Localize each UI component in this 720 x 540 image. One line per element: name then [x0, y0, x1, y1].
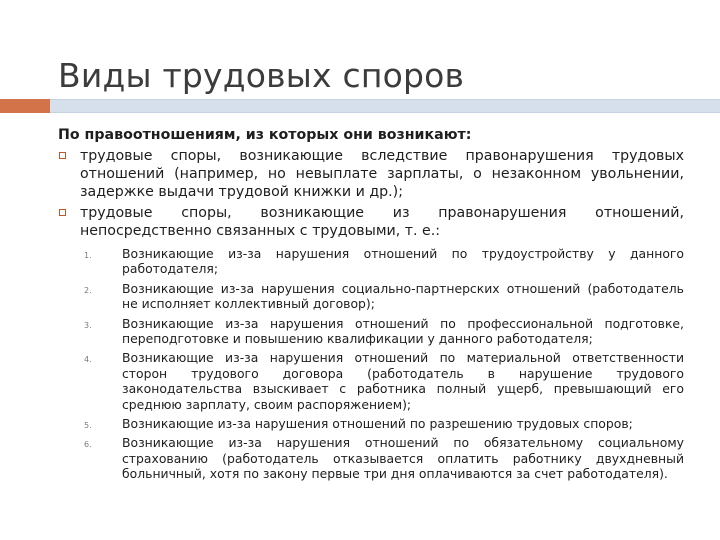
slide-body [58, 126, 684, 486]
title-rule-accent [0, 99, 50, 113]
numbered-item [58, 246, 684, 277]
item-number: 5. [84, 421, 92, 431]
item-number: 2. [84, 285, 92, 295]
numbered-list [58, 246, 684, 482]
bullet-item [58, 204, 684, 240]
bullet-item [58, 147, 684, 201]
item-number: 6. [84, 440, 92, 450]
item-number: 1. [84, 251, 92, 260]
numbered-item [58, 435, 684, 481]
item-number: 4. [84, 355, 92, 365]
item-number: 3. [84, 320, 92, 330]
bullet-text: трудовые споры, возникающие из правонарушения отношений, непосредственно связанных с трудовыми, т. е.: [80, 205, 684, 239]
item-text: Возникающие из-за нарушения отношений по профессиональной подготовке, переподготовке и повышению квалификации у данного работодателя; [122, 315, 684, 347]
slide-title: Виды трудовых споров [58, 56, 465, 96]
numbered-item [58, 281, 684, 312]
numbered-item [58, 350, 684, 412]
square-bullet-icon [59, 152, 66, 159]
item-text: Возникающие из-за нарушения социально-партнерских отношений (работодатель не исполняет коллективный договор); [122, 280, 684, 312]
item-text: Возникающие из-за нарушения отношений по трудоустройству у данного работодателя; [122, 246, 684, 277]
numbered-item [58, 416, 684, 431]
square-bullet-icon [59, 209, 66, 216]
numbered-item [58, 316, 684, 347]
item-text: Возникающие из-за нарушения отношений по разрешению трудовых споров; [122, 416, 633, 432]
item-text: Возникающие из-за нарушения отношений по материальной ответственности сторон трудового договора (работодатель в нарушение трудового законодательства взыскивает с работника полный ущерб, превышающий его среднюю зарплату, своим распоряжением); [122, 350, 684, 412]
bullet-list [58, 147, 684, 240]
intro-heading: По правоотношениям, из которых они возникают: [58, 127, 472, 143]
title-rule [50, 99, 720, 113]
bullet-text: трудовые споры, возникающие вследствие правонарушения трудовых отношений (например, но невыплате зарплаты, о незаконном увольнении, задержке выдачи трудовой книжки и др.); [80, 148, 684, 200]
item-text: Возникающие из-за нарушения отношений по обязательному социальному страхованию (работодатель отказывается оплатить работнику двухдневный больничный, хотя по закону первые три дня оплачиваются за счет работодателя). [122, 435, 684, 482]
